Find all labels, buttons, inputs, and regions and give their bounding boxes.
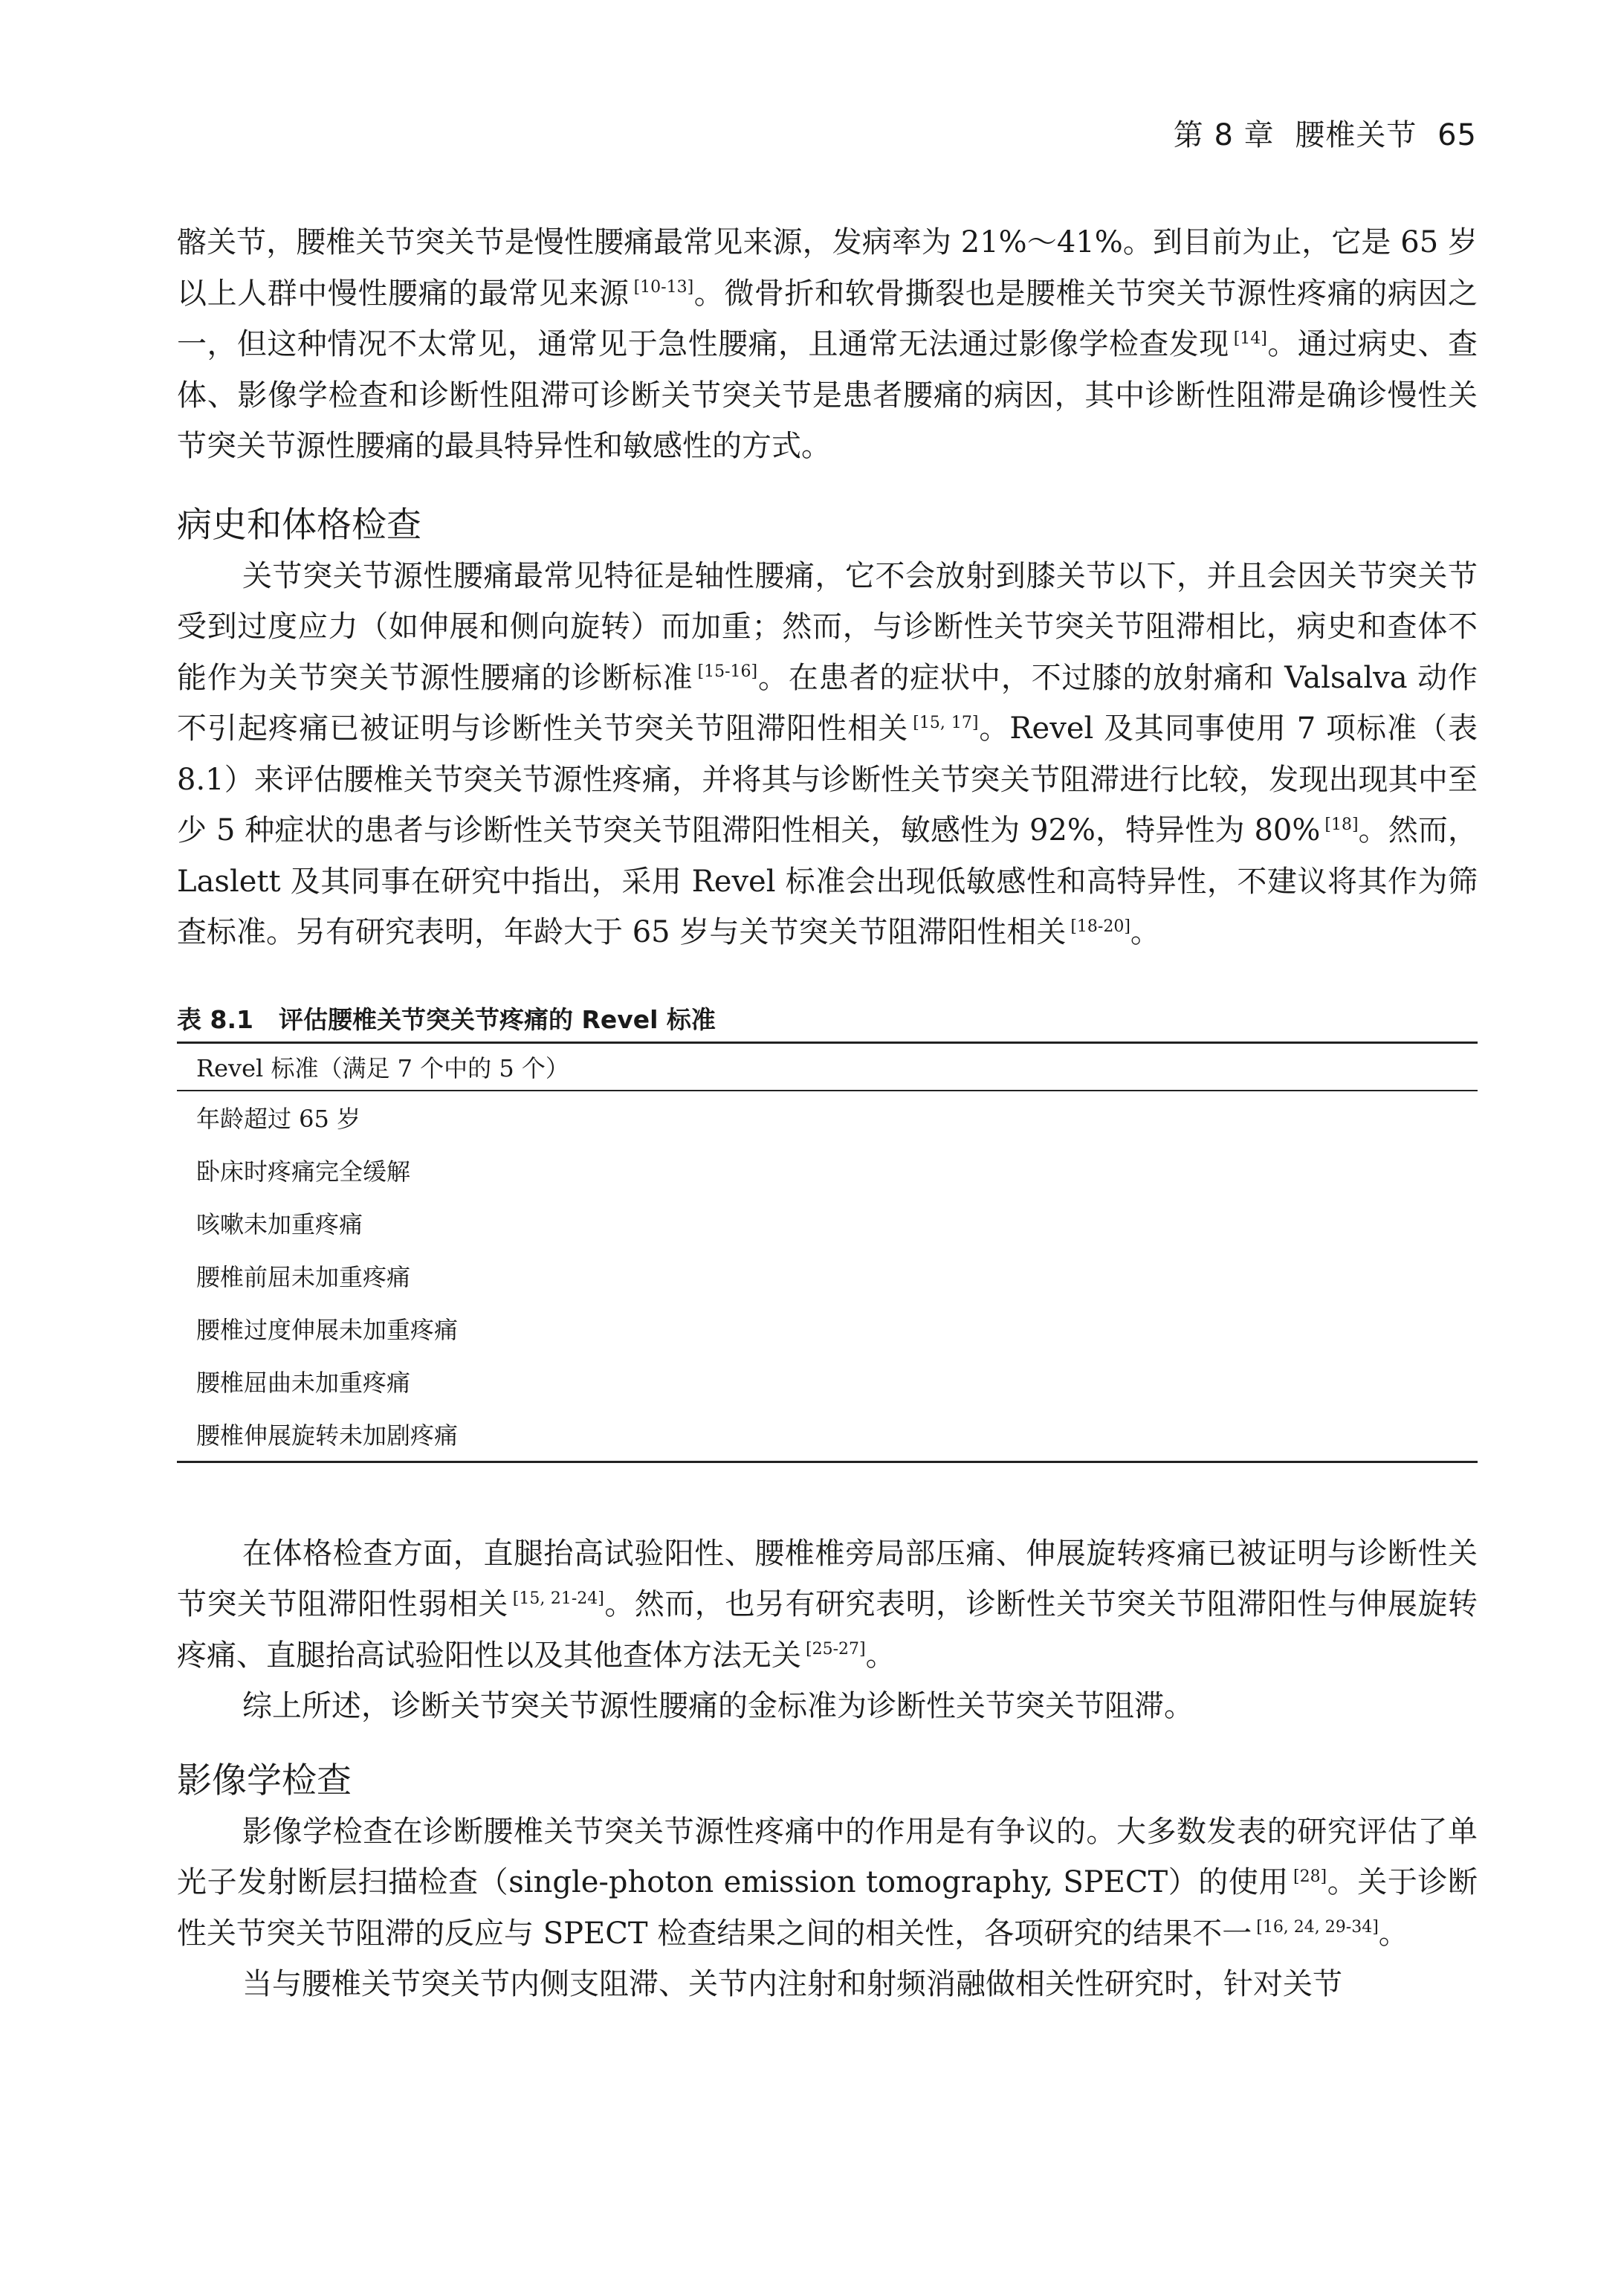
citation: [16, 24, 29-34] xyxy=(1256,1918,1379,1937)
citation: [10-13] xyxy=(633,278,694,297)
page-number: 65 xyxy=(1437,118,1477,152)
citation: [18] xyxy=(1324,815,1359,834)
table-8-1 xyxy=(177,1003,1478,1463)
section-heading-history: 病史和体格检查 xyxy=(177,504,421,546)
table-row: 腰椎伸展旋转未加剧疼痛 xyxy=(177,1408,1478,1462)
revel-criteria-table xyxy=(177,1042,1478,1463)
citation: [15, 17] xyxy=(913,713,979,732)
table-row: 年龄超过 65 岁 xyxy=(196,1105,361,1133)
paragraph-1: 髂关节，腰椎关节突关节是慢性腰痛最常见来源，发病率为 21%～41%。到目前为止，它是 65 岁以上人群中慢性腰痛的最常见来源 [10-13]。微骨折和软骨撕裂也是腰椎关节突关节源性疼痛的病因之一，但这种情况不太常见，通常见于急性腰痛，且通常无法通过影像学检查发现 [14]。通过病史、查体、影像学检查和诊断性阻滞可诊断关节突关节是患者腰痛的病因，其中诊断性阻滞是确诊慢性关节突关节源性腰痛的最具特异性和敏感性的方式。 xyxy=(177,225,1478,463)
citation: [15, 21-24] xyxy=(512,1589,604,1608)
table-row: 咳嗽未加重疼痛 xyxy=(196,1210,363,1239)
page-content xyxy=(177,217,1478,2010)
citation: [15-16] xyxy=(697,662,758,682)
table-row: 卧床时疼痛完全缓解 xyxy=(196,1157,411,1186)
table-row: 腰椎屈曲未加重疼痛 xyxy=(196,1369,411,1397)
paragraph-6: 当与腰椎关节突关节内侧支阻滞、关节内注射和射频消融做相关性研究时，针对关节 xyxy=(242,1967,1342,2001)
citation: [25-27] xyxy=(806,1640,866,1659)
chapter-title: 腰椎关节 xyxy=(1295,118,1417,152)
paragraph-5: 影像学检查在诊断腰椎关节突关节源性疼痛中的作用是有争议的。大多数发表的研究评估了单光子发射断层扫描检查（single-photon emission tomography, SPECT）的使用 [28]。关于诊断性关节突关节阻滞的反应与 SPECT 检查结果之间的相关性，各项研究的结果不一 [16, 24, 29-34]。 xyxy=(177,1814,1478,1951)
table-row: 腰椎前屈未加重疼痛 xyxy=(196,1263,411,1291)
chapter-number: 第 8 章 xyxy=(1173,118,1275,152)
paragraph-3: 在体格检查方面，直腿抬高试验阳性、腰椎椎旁局部压痛、伸展旋转疼痛已被证明与诊断性关节突关节阻滞阳性弱相关 [15, 21-24]。然而，也另有研究表明，诊断性关节突关节阻滞阳性与伸展旋转疼痛、直腿抬高试验阳性以及其他查体方法无关 [25-27]。 xyxy=(177,1536,1478,1673)
table-row: 腰椎过度伸展未加重疼痛 xyxy=(196,1316,459,1344)
citation: [28] xyxy=(1293,1867,1327,1886)
citation: [18-20] xyxy=(1070,917,1130,936)
running-header xyxy=(1163,112,1477,154)
paragraph-2: 关节突关节源性腰痛最常见特征是轴性腰痛，它不会放射到膝关节以下，并且会因关节突关节受到过度应力（如伸展和侧向旋转）而加重；然而，与诊断性关节突关节阻滞相比，病史和查体不能作为关节突关节源性腰痛的诊断标准 [15-16]。在患者的症状中，不过膝的放射痛和 Valsalva 动作不引起疼痛已被证明与诊断性关节突关节阻滞阳性相关 [15, 17]。Revel 及其同事使用 7 项标准（表 8.1）来评估腰椎关节突关节源性疼痛，并将其与诊断性关节突关节阻滞进行比较，发现出现其中至少 5 种症状的患者与诊断性关节突关节阻滞阳性相关，敏感性为 92%，特异性为 80% [18]。然而，Laslett 及其同事在研究中指出，采用 Revel 标准会出现低敏感性和高特异性，不建议将其作为筛查标准。另有研究表明，年龄大于 65 岁与关节突关节阻滞阳性相关 [18-20]。 xyxy=(177,558,1478,949)
paragraph-4: 综上所述，诊断关节突关节源性腰痛的金标准为诊断性关节突关节阻滞。 xyxy=(242,1689,1194,1723)
table-caption xyxy=(177,1003,1478,1037)
table-title: 评估腰椎关节突关节疼痛的 Revel 标准 xyxy=(278,1004,716,1034)
table-header: Revel 标准（满足 7 个中的 5 个） xyxy=(177,1042,1478,1091)
citation: [14] xyxy=(1233,329,1267,348)
table-number: 表 8.1 xyxy=(177,1004,253,1034)
section-heading-imaging: 影像学检查 xyxy=(177,1760,352,1801)
